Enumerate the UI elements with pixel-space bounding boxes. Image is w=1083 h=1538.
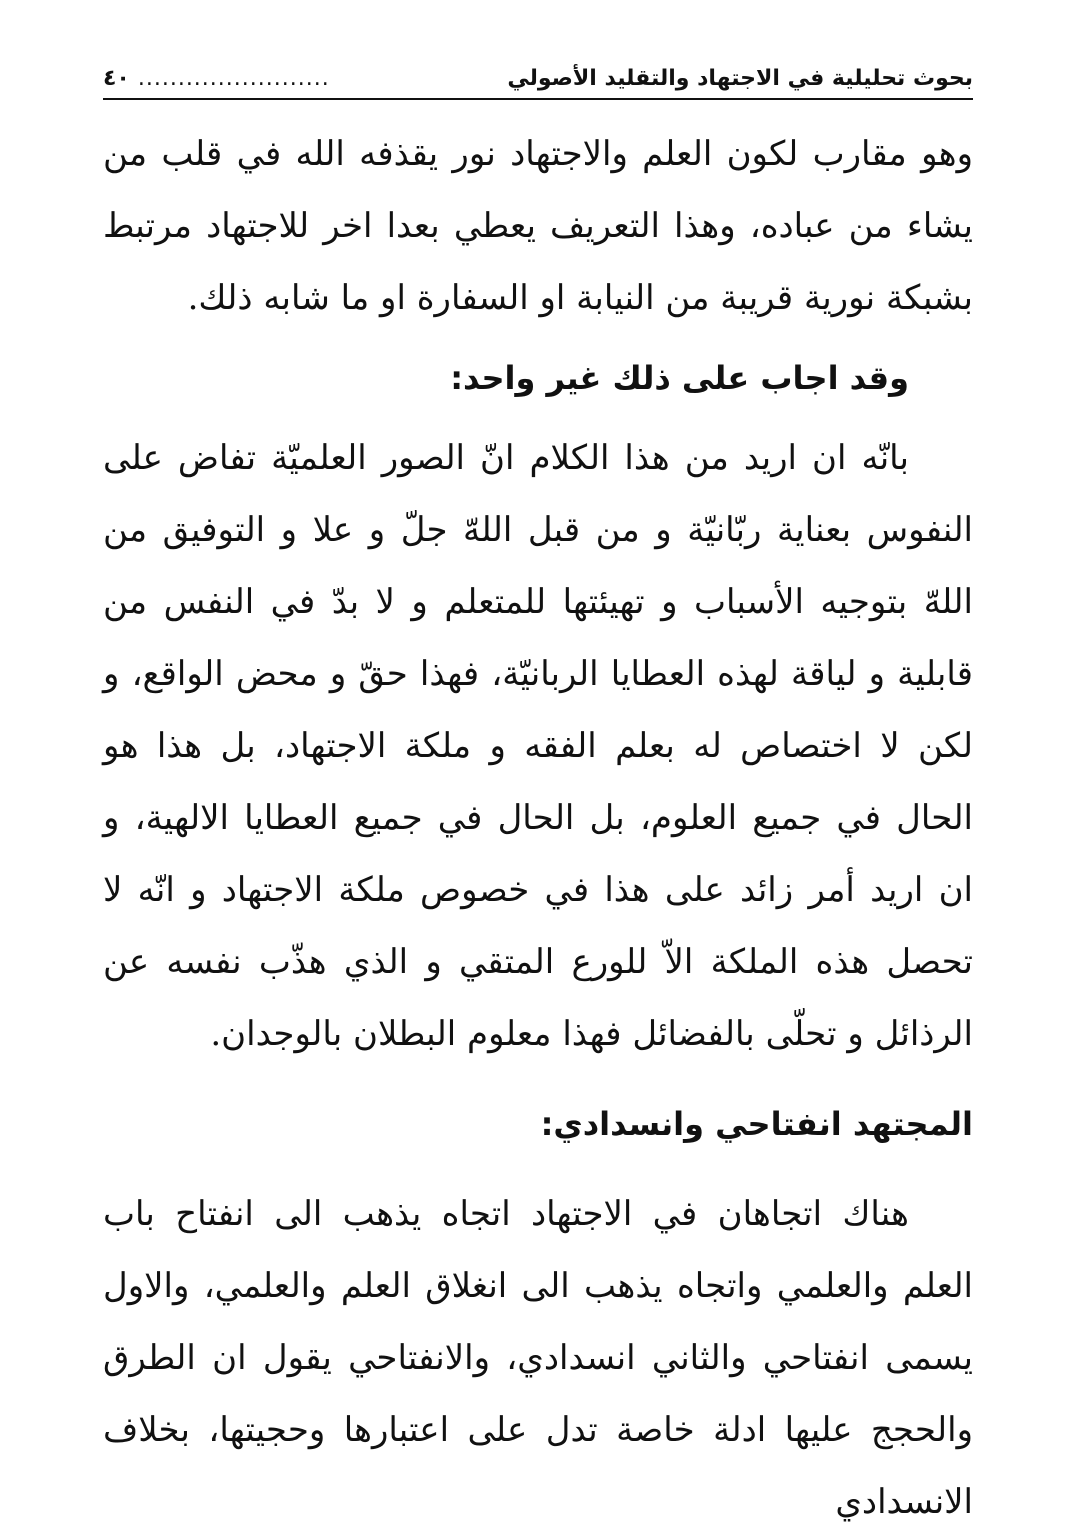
paragraph-3: هناك اتجاهان في الاجتهاد اتجاه يذهب الى انفتاح باب العلم والعلمي واتجاه يذهب الى انغلاق العلم والعلمي، والاول يسمى انفتاحي والثاني انسدادي، والانفتاحي يقول ان الطرق والحجج عليها ادلة خاصة تدل على اعتبارها وحجيتها، بخلاف الانسدادي	[103, 1194, 973, 1522]
paragraph-1: وهو مقارب لكون العلم والاجتهاد نور يقذفه الله في قلب من يشاء من عباده، وهذا التعريف يعطي بعدا اخر للاجتهاد مرتبط بشبكة نورية قريبة من النيابة او السفارة او ما شابه ذلك.	[103, 134, 973, 318]
header-page-info	[103, 66, 330, 91]
paragraph-2: بانّه ان اريد من هذا الكلام انّ الصور العلميّة تفاض على النفوس بعناية ربّانيّة و من قبل اللهّ جلّ و علا و التوفيق من اللهّ بتوجيه الأسباب و تهيئتها للمتعلم و لا بدّ في النفس من قابلية و لياقة لهذه العطايا الربانيّة، فهذا حقّ و محض الواقع، و لكن لا اختصاص له بعلم الفقه و ملكة الاجتهاد، بل هذا هو الحال في جميع العلوم، بل الحال في جميع العطايا الالهية، و ان اريد أمر زائد على هذا في خصوص ملكة الاجتهاد و انّه لا تحصل هذه الملكة الاّ للورع المتقي و الذي هذّب نفسه عن الرذائل و تحلّى بالفضائل فهذا معلوم البطلان بالوجدان.	[103, 438, 973, 1054]
page-number: ٤٠	[103, 65, 130, 91]
running-title: بحوث تحليلية في الاجتهاد والتقليد الأصولي	[507, 65, 973, 91]
section-heading-reply: وقد اجاب على ذلك غير واحد:	[450, 359, 909, 397]
page-header	[103, 58, 973, 100]
page-body	[103, 118, 973, 1538]
leader-dots: ........................	[137, 65, 330, 91]
section-heading-mujtahid: المجتهد انفتاحي وانسدادي:	[540, 1105, 973, 1143]
